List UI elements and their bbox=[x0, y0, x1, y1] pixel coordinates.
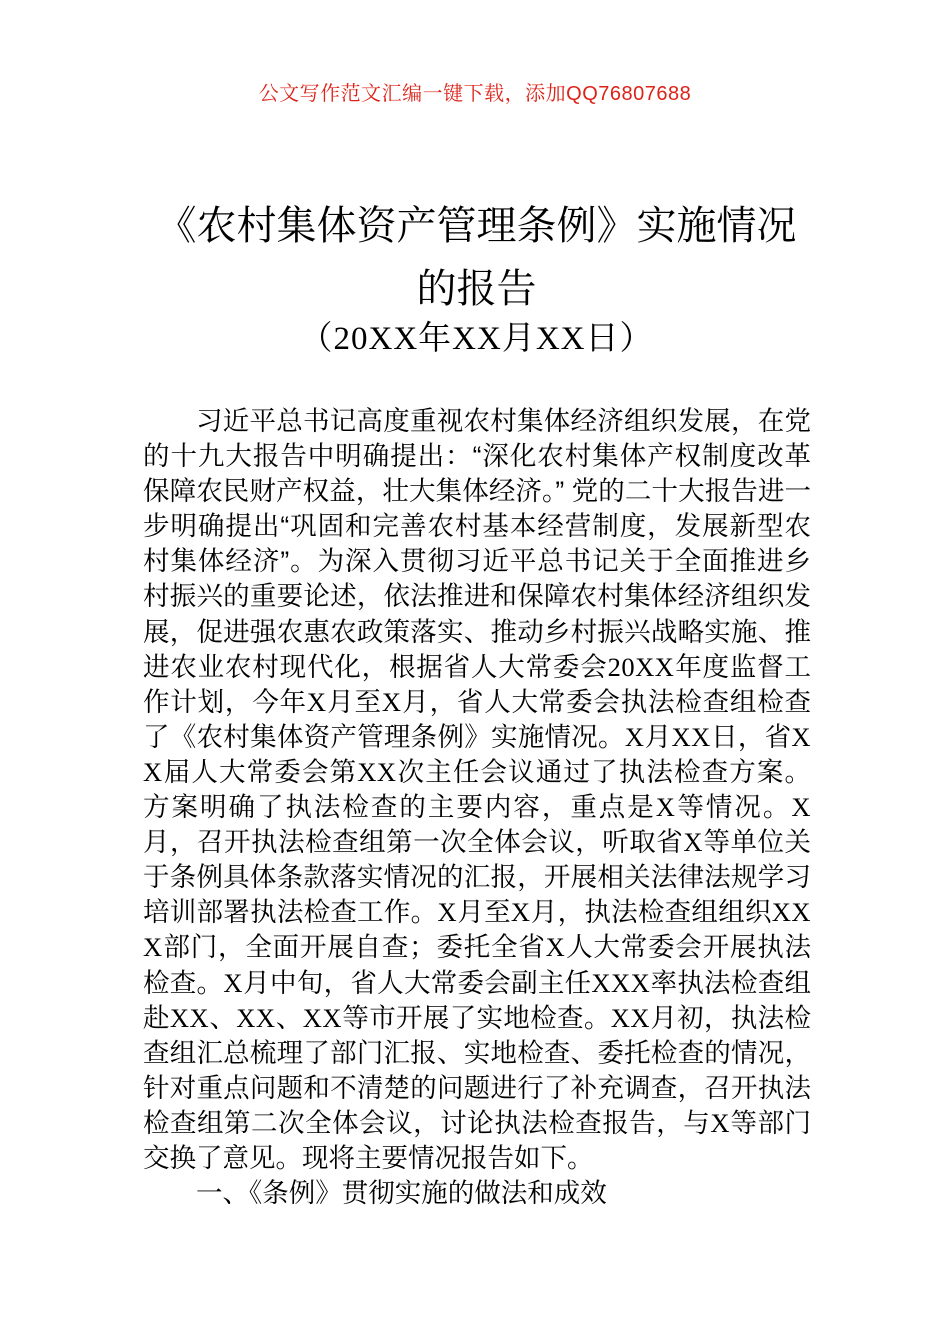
section-heading-1: 一、《条例》贯彻实施的做法和成效 bbox=[196, 1178, 607, 1209]
document-body bbox=[143, 404, 811, 1211]
promo-header-text: 公文写作范文汇编一键下载，添加QQ76807688 bbox=[258, 83, 692, 105]
page-title: 《农村集体资产管理条例》实施情况的报告 bbox=[156, 203, 797, 311]
body-paragraph-1: 习近平总书记高度重视农村集体经济组织发展，在党的十九大报告中明确提出：“深化农村集体产权制度改革保障农民财产权益，壮大集体经济。” 党的二十大报告进一步明确提出“巩固和完善农村基本经营制度，发展新型农村集体经济”。为深入贯彻习近平总书记关于全面推进乡村振兴的重要论述，依法推进和保障农村集体经济组织发展，促进强农惠农政策落实、推动乡村振兴战略实施、推进农业农村现代化，根据省人大常委会20XX年度监督工作计划，今年X月至X月，省人大常委会执法检查组检查了《农村集体资产管理条例》实施情况。X月XX日，省XX届人大常委会第XX次主任会议通过了执法检查方案。方案明确了执法检查的主要内容，重点是X等情况。X月，召开执法检查组第一次全体会议，听取省X等单位关于条例具体条款落实情况的汇报，开展相关法律法规学习培训部署执法检查工作。X月至X月，执法检查组组织XXX部门，全面开展自查；委托全省X人大常委会开展执法检查。X月中旬，省人大常委会副主任XXX率执法检查组赴XX、XX、XX等市开展了实地检查。XX月初，执法检查组汇总梳理了部门汇报、实地检查、委托检查的情况，针对重点问题和不清楚的问题进行了补充调查，召开执法检查组第二次全体会议，讨论执法检查报告，与X等部门交换了意见。现将主要情况报告如下。 bbox=[143, 406, 812, 1173]
document-date-line: （20XX年XX月XX日） bbox=[299, 321, 654, 357]
